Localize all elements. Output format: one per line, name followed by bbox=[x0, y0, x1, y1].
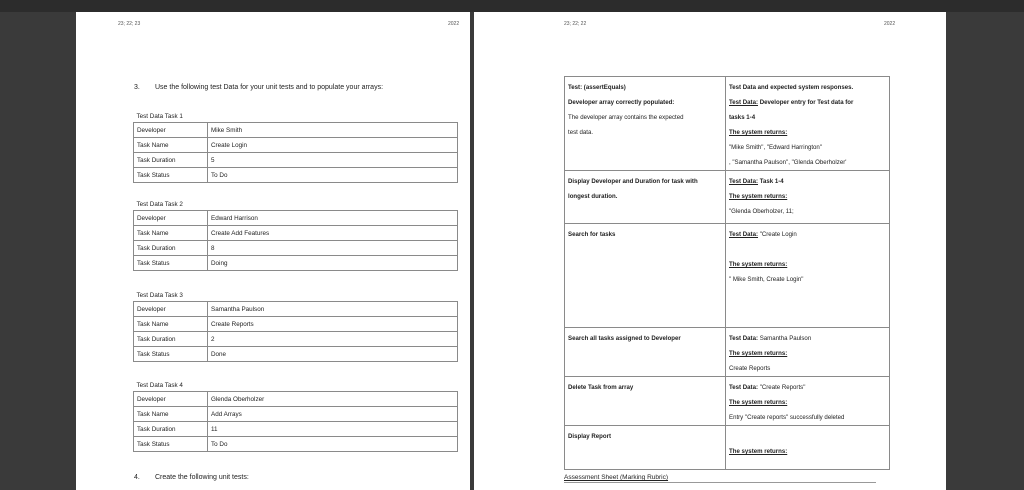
table-cell: Create Login bbox=[208, 138, 458, 153]
table-cell: Samantha Paulson bbox=[208, 302, 458, 317]
table-cell: To Do bbox=[208, 437, 458, 452]
viewer-top-bar bbox=[0, 0, 1024, 12]
test-name: Delete Task from array bbox=[568, 384, 634, 391]
test-description: The developer array contains the expected bbox=[568, 114, 684, 121]
system-returns-value: , "Samantha Paulson", "Glenda Oberholzer' bbox=[729, 159, 847, 166]
table-cell: Task Status bbox=[134, 437, 208, 452]
page-header-right: 2022 bbox=[448, 21, 460, 27]
table-cell bbox=[565, 426, 726, 470]
table-cell: Mike Smith bbox=[208, 123, 458, 138]
system-returns-label: The system returns: bbox=[729, 193, 788, 200]
table-cell: Create Reports bbox=[208, 317, 458, 332]
table-cell: Task Status bbox=[134, 347, 208, 362]
test-data-label: Test Data: bbox=[729, 384, 759, 391]
table-cell: Task Duration bbox=[134, 241, 208, 256]
test-name: Display Developer and Duration for task with bbox=[568, 178, 698, 185]
table-cell: 11 bbox=[208, 422, 458, 437]
table-cell: Done bbox=[208, 347, 458, 362]
table-cell: 2 bbox=[208, 332, 458, 347]
test-description: test data. bbox=[568, 129, 594, 136]
footer-divider bbox=[564, 482, 876, 483]
system-returns-label: The system returns: bbox=[729, 350, 788, 357]
table-cell bbox=[726, 426, 890, 470]
table-cell: Add Arrays bbox=[208, 407, 458, 422]
page-header-left: 23; 22; 22 bbox=[564, 21, 587, 27]
test-data-label: Test Data: bbox=[729, 99, 759, 106]
table-cell: Create Add Features bbox=[208, 226, 458, 241]
table-cell bbox=[565, 328, 726, 377]
table-cell: 8 bbox=[208, 241, 458, 256]
table-cell: Task Duration bbox=[134, 422, 208, 437]
table-cell: Task Name bbox=[134, 138, 208, 153]
table-cell: Developer bbox=[134, 392, 208, 407]
table-cell: Developer bbox=[134, 211, 208, 226]
table-cell: Task Name bbox=[134, 226, 208, 241]
system-returns-label: The system returns: bbox=[729, 399, 788, 406]
test-data-label: Test Data: bbox=[729, 231, 759, 238]
table-cell bbox=[726, 377, 890, 426]
table-cell bbox=[726, 224, 890, 328]
test-data-value: Samantha Paulson bbox=[759, 335, 812, 342]
section-number: 3. bbox=[134, 84, 140, 91]
test-data-value: Task 1-4 bbox=[759, 178, 784, 185]
table-cell: Doing bbox=[208, 256, 458, 271]
test-data-value: Developer entry for Test data for bbox=[759, 99, 854, 106]
test-data-task-2-table bbox=[133, 199, 458, 271]
table-cell bbox=[726, 171, 890, 224]
table-cell bbox=[565, 224, 726, 328]
table-title: Test Data Task 2 bbox=[134, 199, 458, 211]
table-title: Test Data Task 4 bbox=[134, 380, 458, 392]
test-data-value: tasks 1-4 bbox=[729, 114, 756, 121]
document-page-right bbox=[474, 12, 946, 490]
test-name: Display Report bbox=[568, 433, 612, 440]
section-instruction: Use the following test Data for your unit tests and to populate your arrays: bbox=[155, 84, 384, 91]
table-cell: Task Duration bbox=[134, 332, 208, 347]
table-cell bbox=[726, 77, 890, 171]
table-cell bbox=[726, 328, 890, 377]
system-returns-value: " Mike Smith, Create Login" bbox=[729, 276, 804, 283]
system-returns-value: "Mike Smith", "Edward Harrington" bbox=[729, 144, 822, 151]
test-data-label: Test Data: bbox=[729, 335, 759, 342]
table-cell: Developer bbox=[134, 302, 208, 317]
test-data-value: "Create Login bbox=[759, 231, 797, 238]
test-data-value: "Create Reports" bbox=[759, 384, 806, 391]
system-returns-label: The system returns: bbox=[729, 448, 788, 455]
unit-tests-table bbox=[564, 76, 890, 470]
table-cell bbox=[565, 171, 726, 224]
test-data-task-4-table bbox=[133, 380, 458, 452]
system-returns-value: "Glenda Oberholzer, 11; bbox=[729, 208, 794, 215]
table-cell: Task Name bbox=[134, 407, 208, 422]
test-name: longest duration. bbox=[568, 193, 618, 200]
document-page-left bbox=[76, 12, 470, 490]
table-title: Test Data Task 1 bbox=[134, 111, 458, 123]
table-cell: Task Name bbox=[134, 317, 208, 332]
test-name: Search all tasks assigned to Developer bbox=[568, 335, 681, 342]
test-data-task-1-table bbox=[133, 111, 458, 183]
test-name: Developer array correctly populated: bbox=[568, 99, 675, 106]
system-returns-value: Create Reports bbox=[729, 365, 771, 372]
page-header-right: 2022 bbox=[884, 21, 896, 27]
section-number: 4. bbox=[134, 474, 140, 481]
system-returns-label: The system returns: bbox=[729, 129, 788, 136]
table-cell: 5 bbox=[208, 153, 458, 168]
table-cell: Glenda Oberholzer bbox=[208, 392, 458, 407]
page-header-left: 23; 22; 23 bbox=[118, 21, 141, 27]
table-cell: Task Status bbox=[134, 168, 208, 183]
table-title: Test Data Task 3 bbox=[134, 290, 458, 302]
table-cell: Task Status bbox=[134, 256, 208, 271]
test-name: Search for tasks bbox=[568, 231, 616, 238]
section-instruction: Create the following unit tests: bbox=[155, 474, 249, 481]
table-cell bbox=[565, 77, 726, 171]
table-cell: Developer bbox=[134, 123, 208, 138]
table-cell: To Do bbox=[208, 168, 458, 183]
system-returns-value: Entry "Create reports" successfully deleted bbox=[729, 414, 845, 421]
column-header: Test Data and expected system responses. bbox=[729, 84, 854, 91]
table-cell bbox=[565, 377, 726, 426]
system-returns-label: The system returns: bbox=[729, 261, 788, 268]
test-data-task-3-table bbox=[133, 290, 458, 362]
table-cell: Edward Harrison bbox=[208, 211, 458, 226]
column-header: Test: (assertEquals) bbox=[568, 84, 626, 91]
test-data-label: Test Data: bbox=[729, 178, 759, 185]
table-cell: Task Duration bbox=[134, 153, 208, 168]
footer-heading: Assessment Sheet (Marking Rubric) bbox=[564, 474, 669, 481]
